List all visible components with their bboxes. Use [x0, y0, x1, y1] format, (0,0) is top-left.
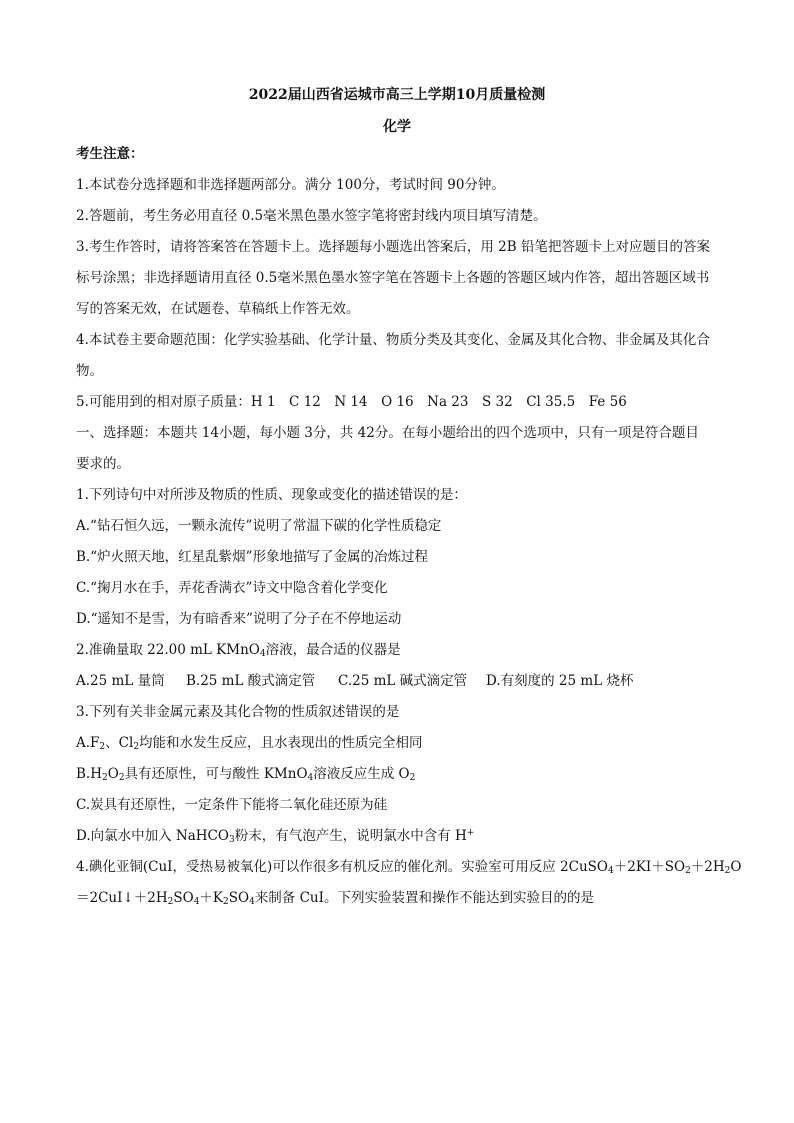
question-3-option-a: $A.F_2$、$Cl_2$均能和水发生反应，且水表现出的性质完全相同 [76, 735, 423, 752]
question-4-stem-line2: $=2CuI↓+2H_2SO_4+K_2SO_4$来制备 CuI。下列实验装置和操作不能达到实验目的的是 [76, 890, 594, 907]
question-3-stem: 3.下列有关非金属元素及其化合物的性质叙述错误的是 [76, 704, 400, 720]
notice-item: 标号涂黑；非选择题请用直径 0.5毫米黑色墨水签字笔在答题卡上各题的答题区域内作答，超出答题区域书 [76, 270, 710, 286]
question-1-option-a: A.“钻石恒久远，一颗永流传”说明了常温下碳的化学性质稳定 [76, 518, 442, 534]
notice-item: 3.考生作答时，请将答案答在答题卡上。选择题每小题选出答案后，用 2B 铅笔把答题卡上对应题目的答案 [76, 239, 710, 255]
question-4-stem-line1: 4.碘化亚铜(CuI，受热易被氧化)可以作很多有机反应的催化剂。实验室可用反应 $2CuSO_4+2KI+SO_2+2H_2O$ [76, 859, 742, 876]
question-1-option-b: B.“炉火照天地，红星乱紫烟”形象地描写了金属的冶炼过程 [76, 549, 429, 565]
question-2-option-b: B.25 mL 酸式滴定管 [186, 673, 316, 689]
question-2-option-c: C.25 mL 碱式滴定管 [338, 673, 468, 689]
notice-item: 1.本试卷分选择题和非选择题两部分。满分 100分，考试时间 90分钟。 [76, 177, 505, 193]
question-1-stem: 1.下列诗句中对所涉及物质的性质、现象或变化的描述错误的是： [76, 487, 467, 503]
notice-item: 4.本试卷主要命题范围：化学实验基础、化学计量、物质分类及其变化、金属及其化合物、非金属及其化合 [76, 332, 710, 348]
section-heading: 一、选择题：本题共 14小题，每小题 3分，共 42分。在每小题给出的四个选项中，只有一项是符合题目 [76, 425, 699, 441]
notice-item: 物。 [76, 363, 103, 379]
exam-subject: 化学 [383, 119, 411, 135]
notice-item: 5.可能用到的相对原子质量：H 1 C 12 N 14 O 16 Na 23 S 32 Cl 35.5 Fe 56 [76, 394, 627, 410]
notice-item: 写的答案无效，在试题卷、草稿纸上作答无效。 [76, 301, 360, 317]
question-1-option-d: D.“遥知不是雪，为有暗香来”说明了分子在不停地运动 [76, 611, 402, 627]
question-3-option-b: $B.H_2O_2$具有还原性，可与酸性 KMnO$_4$溶液反应生成 $O_2$ [76, 766, 416, 783]
question-2-option-d: D.有刻度的 25 mL 烧杯 [486, 673, 634, 689]
question-1-option-c: C.“掬月水在手，弄花香满衣”诗文中隐含着化学变化 [76, 580, 388, 596]
question-3-option-c: C.炭具有还原性，一定条件下能将二氧化硅还原为硅 [76, 797, 388, 813]
exam-title: 2022届山西省运城市高三上学期10月质量检测 [248, 87, 546, 103]
notice-item: 2.答题前，考生务必用直径 0.5毫米黑色墨水签字笔将密封线内项目填写清楚。 [76, 208, 547, 224]
question-2-option-a: A.25 mL 量筒 [76, 673, 165, 689]
question-2-stem: 2.准确量取 22.00 mL KMnO$_4$溶液，最合适的仪器是 [76, 642, 401, 659]
question-3-option-d: D.向氯水中加入 NaHCO$_3$粉末，有气泡产生，说明氯水中含有 H+ [76, 828, 475, 845]
section-heading-cont: 要求的。 [76, 456, 130, 472]
notice-heading: 考生注意： [76, 146, 144, 162]
question-2-options [76, 671, 726, 691]
